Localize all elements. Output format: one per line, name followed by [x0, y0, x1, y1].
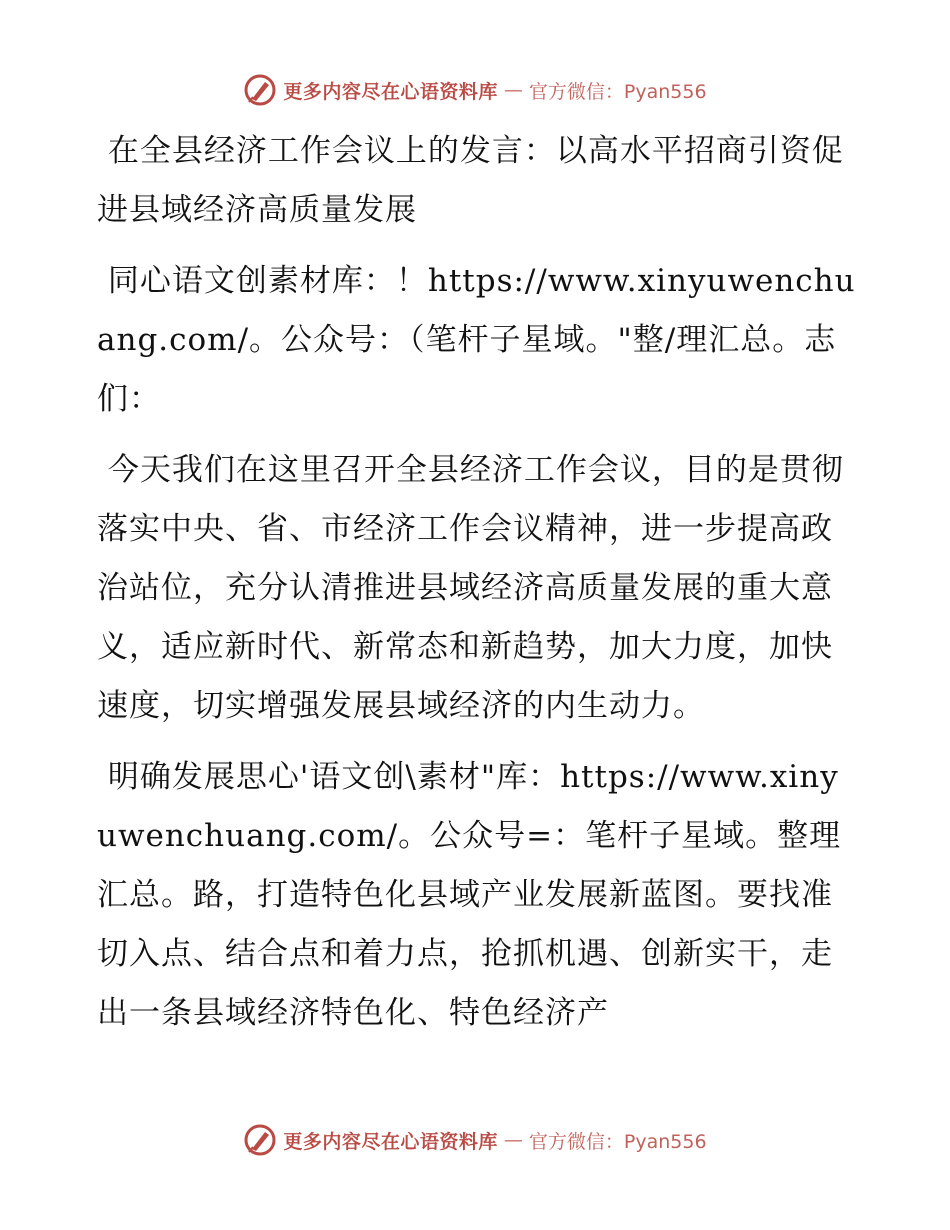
banner-lead-text: 更多内容尽在心语资料库 — [283, 80, 498, 103]
paragraph: 明确发展思心'语文创\素材"库：https://www.xinyuwenchuang.com/。公众号=：笔杆子星域。整理汇总。路，打造特色化县域产业发展新蓝图。要找准切入点、结合点和着力点，抢抓机遇、创新实干，走出一条县域经济特色化、特色经济产 — [97, 759, 842, 1031]
header-banner — [0, 70, 950, 110]
paragraph: 同心语文创素材库：！https://www.xinyuwenchuang.com/。公众号：（笔杆子星域。"整/理汇总。志们： — [97, 263, 856, 417]
banner-dash: — — [503, 79, 523, 101]
document-body — [97, 122, 857, 1055]
banner-lead-text: 更多内容尽在心语资料库 — [283, 1130, 498, 1153]
document-title: 在全县经济工作会议上的发言：以高水平招商引资促进县域经济高质量发展 — [97, 133, 844, 228]
footer-banner — [0, 1120, 950, 1160]
banner-dash: — — [503, 1129, 523, 1151]
banner-wechat-text: 官方微信：Pyan556 — [528, 80, 707, 103]
paragraph: 今天我们在这里召开全县经济工作会议，目的是贯彻落实中央、省、市经济工作会议精神，进一步提高政治站位，充分认清推进县域经济高质量发展的重大意义，适应新时代、新常态和新趋势，加大力度，加快速度，切实增强发展县域经济的内生动力。 — [97, 452, 844, 724]
quill-logo-icon — [243, 73, 277, 107]
banner-wechat-text: 官方微信：Pyan556 — [528, 1130, 707, 1153]
quill-logo-icon — [243, 1123, 277, 1157]
